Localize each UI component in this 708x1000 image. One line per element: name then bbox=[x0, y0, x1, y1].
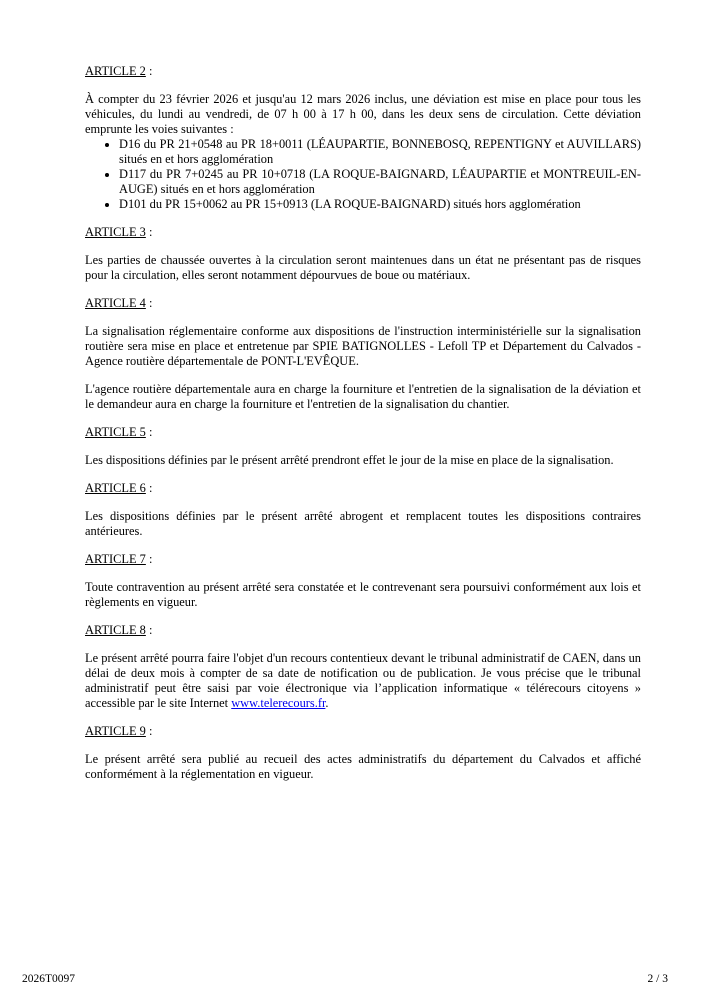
article-5-paragraph: Les dispositions définies par le présent arrêté prendront effet le jour de la mise en place de la signalisation. bbox=[85, 453, 614, 467]
article-6-heading: ARTICLE 6 : bbox=[85, 481, 153, 495]
article-4-paragraph-1: La signalisation réglementaire conforme aux dispositions de l'instruction interministérielle sur la signalisation routière sera mise en place et entretenue par SPIE BATIGNOLLES - Lefoll TP et Département du Calvados - Agence routière départementale de PONT-L'EVÊQUE. bbox=[85, 324, 641, 368]
article-5-heading: ARTICLE 5 : bbox=[85, 425, 153, 439]
list-item: • D117 du PR 7+0245 au PR 10+0718 (LA ROQUE-BAIGNARD, LÉAUPARTIE et MONTREUIL-EN-AUGE) situés en et hors agglomération bbox=[119, 167, 641, 197]
article-7-heading: ARTICLE 7 : bbox=[85, 552, 153, 566]
telerecours-link[interactable]: www.telerecours.fr bbox=[231, 696, 326, 710]
document-body bbox=[85, 64, 641, 795]
list-item: • D16 du PR 21+0548 au PR 18+0011 (LÉAUPARTIE, BONNEBOSQ, REPENTIGNY et AUVILLARS) situés en et hors agglomération bbox=[119, 137, 641, 167]
article-3-heading: ARTICLE 3 : bbox=[85, 225, 153, 239]
page-number: 2 / 3 bbox=[647, 973, 668, 985]
article-2-bullet-list bbox=[85, 137, 641, 212]
article-9-paragraph: Le présent arrêté sera publié au recueil des actes administratifs du département du Calvados et affiché conformément à la réglementation en vigueur. bbox=[85, 752, 641, 781]
article-2-paragraph: À compter du 23 février 2026 et jusqu'au 12 mars 2026 inclus, une déviation est mise en place pour tous les véhicules, du lundi au vendredi, de 07 h 00 à 17 h 00, dans les deux sens de circulation. Cette déviation emprunte les voies suivantes : bbox=[85, 92, 641, 136]
article-4-paragraph-2: L'agence routière départementale aura en charge la fourniture et l'entretien de la signalisation de la déviation et le demandeur aura en charge la fourniture et l'entretien de la signalisation du chantier. bbox=[85, 382, 641, 411]
article-7-paragraph: Toute contravention au présent arrêté sera constatée et le contrevenant sera poursuivi conformément aux lois et règlements en vigueur. bbox=[85, 580, 641, 609]
article-6-paragraph: Les dispositions définies par le présent arrêté abrogent et remplacent toutes les dispositions contraires antérieures. bbox=[85, 509, 641, 538]
list-item: • D101 du PR 15+0062 au PR 15+0913 (LA ROQUE-BAIGNARD) situés hors agglomération bbox=[119, 197, 641, 212]
article-8-paragraph: Le présent arrêté pourra faire l'objet d'un recours contentieux devant le tribunal administratif de CAEN, dans un délai de deux mois à compter de sa date de notification ou de publication. Je vous précise que le tribunal administratif peut être saisi par voie électronique via l’application informatique « télérecours citoyens » accessible par le site Internet www.telerecours.fr. bbox=[85, 651, 641, 710]
article-2-heading: ARTICLE 2 : bbox=[85, 64, 153, 78]
article-3-paragraph: Les parties de chaussée ouvertes à la circulation seront maintenues dans un état ne présentant pas de risques pour la circulation, elles seront notamment dépourvues de boue ou matériaux. bbox=[85, 253, 641, 282]
article-8-heading: ARTICLE 8 : bbox=[85, 623, 153, 637]
article-9-heading: ARTICLE 9 : bbox=[85, 724, 153, 738]
article-4-heading: ARTICLE 4 : bbox=[85, 296, 153, 310]
document-reference: 2026T0097 bbox=[22, 973, 76, 985]
